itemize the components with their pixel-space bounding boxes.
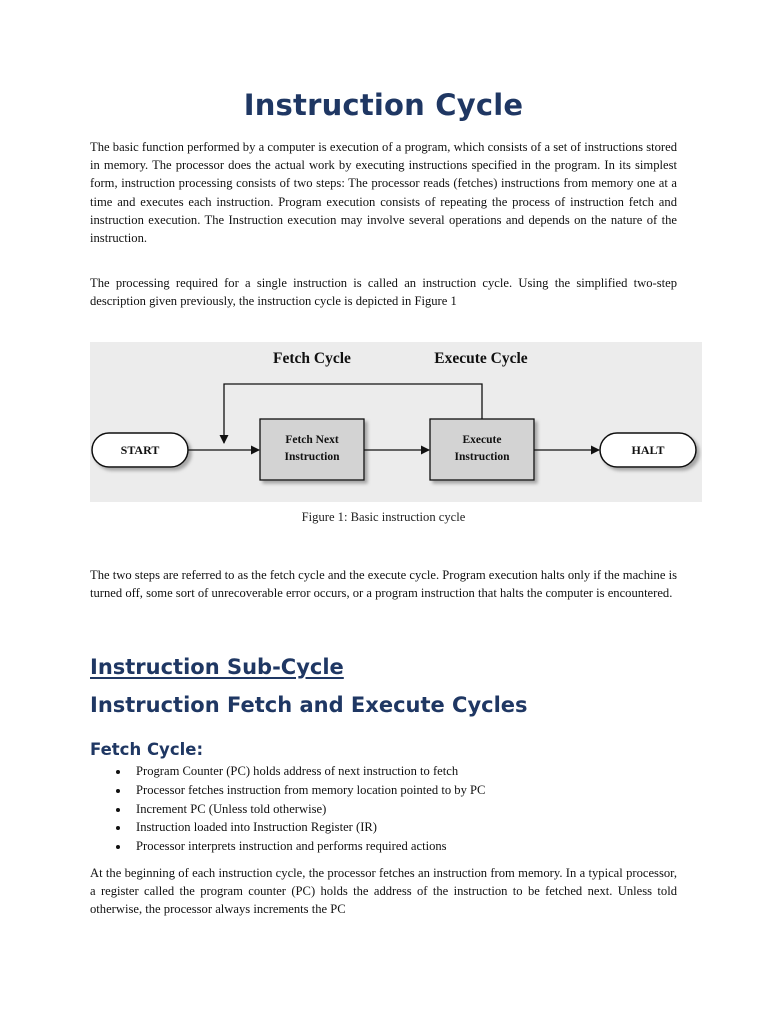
fetch-cycle-list [90, 762, 485, 856]
fetch-execute-heading: Instruction Fetch and Execute Cycles [90, 693, 528, 717]
fetch-box-line1: Fetch Next [285, 434, 339, 446]
execute-box-line2: Instruction [454, 451, 510, 463]
fetch-paragraph: At the beginning of each instruction cycle, the processor fetches an instruction from memory. In a typical processor, a register called the program counter (PC) holds the address of the instruction to be fetched next. Unless told otherwise, the processor always increments the PC [90, 866, 677, 917]
start-label: START [120, 443, 160, 457]
fetch-cycle-heading: Fetch Cycle: [90, 740, 204, 759]
list-item: Increment PC (Unless told otherwise) [90, 800, 485, 819]
list-item: Instruction loaded into Instruction Register (IR) [90, 818, 485, 837]
instruction-cycle-figure [90, 342, 702, 502]
fetch-box-line2: Instruction [284, 451, 340, 463]
page-title: Instruction Cycle [243, 88, 524, 122]
intro-paragraph: The basic function performed by a computer is execution of a program, which consists of a set of instructions stored in memory. The processor does the actual work by executing instructions specified in the program. In its simplest form, instruction processing consists of two steps: The processor reads (fetches) instructions from memory one at a time and executes each instruction. Program execution consists of repeating the process of instruction fetch and instruction execution. The Instruction execution may involve several operations and depends on the nature of the instruction. [90, 140, 677, 246]
execute-box [430, 419, 534, 480]
execute-cycle-label: Execute Cycle [434, 350, 528, 367]
list-item: Processor interprets instruction and performs required actions [90, 837, 485, 856]
fetch-cycle-label: Fetch Cycle [273, 350, 351, 367]
halt-label: HALT [631, 443, 665, 457]
subcycle-heading: Instruction Sub-Cycle [90, 655, 344, 679]
execute-box-line1: Execute [462, 434, 502, 446]
list-item: Processor fetches instruction from memory location pointed to by PC [90, 781, 485, 800]
cycle-paragraph: The processing required for a single instruction is called an instruction cycle. Using the simplified two-step description given previously, the instruction cycle is depicted in Figure 1 [90, 276, 677, 309]
steps-paragraph: The two steps are referred to as the fetch cycle and the execute cycle. Program execution halts only if the machine is turned off, some sort of unrecoverable error occurs, or a program instruction that halts the computer is encountered. [90, 568, 677, 601]
fetch-box [260, 419, 364, 480]
figure-caption: Figure 1: Basic instruction cycle [301, 510, 466, 524]
list-item: Program Counter (PC) holds address of next instruction to fetch [90, 762, 485, 781]
